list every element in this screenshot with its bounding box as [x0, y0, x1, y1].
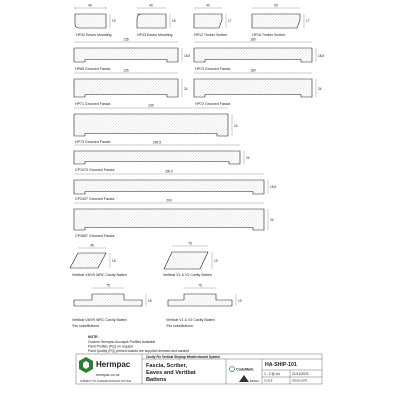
heading-line-2: Eaves and Vertibat [146, 370, 196, 376]
scale-value: 1 : 2 @ A4 [264, 372, 280, 376]
hp72-label: HP72 Grooved Fascia [195, 102, 231, 106]
hp16-height: 17 [306, 19, 310, 23]
drawing-code: HA-SHIP-101 [265, 362, 297, 368]
subject-to-change: SUBJECT TO CHANGE WITHOUT NOTICE [80, 380, 132, 383]
hp33-height: 18 [172, 19, 176, 23]
scale-label: SCALE [264, 379, 273, 383]
hp12-profile [194, 14, 222, 28]
hp71-profile [74, 79, 178, 97]
hp71-height: 24 [184, 87, 188, 91]
batten-3-dim-top: 75 [106, 283, 110, 288]
hp65-width: 135 [123, 37, 129, 42]
batten-4-label: Vertibat V1 & V2 Cavity Batten [166, 318, 215, 322]
batten-4-sub: *No substitutions [166, 324, 193, 328]
hermpac-logo-icon [79, 357, 93, 373]
batten-4-profile [168, 294, 232, 306]
batten-3-dim-side: 18 [148, 299, 152, 303]
hp73a-width: 180 [250, 37, 256, 42]
hp32-label: HP32 Eaves Moulding [76, 33, 112, 37]
batten-2-profile [164, 252, 208, 269]
cp1070-height: 24 [246, 156, 250, 160]
hp32-profile [75, 14, 106, 28]
hp72-width: 180 [250, 68, 256, 73]
heading-line-1: Fascia, Scriber, [146, 363, 188, 369]
batten-2-label: Vertibat V1 & V2 Cavity Batten [163, 273, 212, 277]
codemark-logo-icon [230, 367, 235, 372]
batten-1-dim-top: 45 [90, 243, 94, 248]
notes-line-1: Custom Hermpac Accuspik Profiles Available [88, 340, 156, 344]
batten-3-label: Vertibat V8/V9 WRC Cavity Batten [72, 318, 127, 322]
notes-title: NOTE: [88, 335, 99, 339]
batten-3-profile [74, 294, 142, 306]
brand-name: Hermpac [96, 360, 131, 369]
hp65-profile [74, 48, 178, 62]
hp12-height: 17 [228, 19, 232, 23]
hp72-height: 24 [318, 87, 322, 91]
issue-date-label: ISSUE DATE [292, 379, 308, 383]
hp16-label: HP16 Timber Scriber [252, 33, 286, 37]
hp73a-label: HP73 Grooved Fascia [195, 67, 231, 71]
hp73a-height: 18.5 [318, 54, 325, 58]
hp33-width: 40 [149, 3, 153, 8]
hp12-width: 40 [206, 3, 210, 8]
batten-4-dim-side: 19 [238, 299, 242, 303]
hp16-profile [252, 14, 300, 28]
hp73b-label: HP73 Grooved Fascia [75, 140, 111, 144]
hp33-profile [137, 14, 166, 28]
codemark-text: CodeMark [236, 367, 254, 372]
hp71-width: 135 [123, 68, 129, 73]
cp1070-width: 245.5 [153, 140, 161, 145]
issue-date: 21/11/2021 [292, 372, 309, 376]
hp32-width: 40 [88, 3, 92, 8]
cp3687-profile [74, 209, 264, 230]
hp72-profile [194, 79, 312, 97]
cp1070-profile [74, 151, 240, 164]
batten-1-label: Vertibat V8/V9 WRC Cavity Batten [72, 273, 127, 277]
hp12-label: HP12 Timber Scriber [194, 33, 228, 37]
cp3687-height: 24 [270, 218, 274, 222]
hp73b-height: 24 [234, 124, 238, 128]
heading-line-3: Battens [146, 377, 167, 383]
cp3687-width: 290 [166, 198, 172, 203]
hp65-height: 18.5 [184, 54, 191, 58]
hp71-label: HP71 Grooved Fascia [75, 102, 111, 106]
batten-2-dim-top: 75 [188, 241, 192, 246]
batten-1-dim-side: 18 [112, 259, 116, 263]
cp2407-width: 290.0 [165, 169, 173, 174]
hp73a-profile [194, 48, 312, 62]
cp2407-label: CP2407 Grooved Fascia [75, 197, 115, 201]
cp2407-height: 18.5 [270, 185, 277, 189]
cp3687-label: CP3687 Grooved Fascia [75, 234, 115, 238]
hp73b-profile [74, 114, 228, 136]
batten-4-dim-top: 75 [198, 283, 202, 288]
hp32-height: 19 [112, 19, 116, 23]
hp33-label: HP33 Eaves Moulding [137, 33, 173, 37]
batten-2-dim-side: 19 [214, 259, 218, 263]
hp16-width: 60 [274, 3, 278, 8]
notes-line-3: Paint Quality (PQ) primed boards are supplied dressed and sanded [88, 349, 190, 353]
branz-text: BRANZ [250, 380, 259, 383]
cp2407-profile [74, 180, 264, 194]
notes-line-2: Paint Profiles (PQ) on request [88, 344, 134, 349]
hp65-label: HP65 Grooved Fascia [75, 67, 111, 71]
batten-3-sub: *No substitutions [72, 324, 99, 328]
system-name: Cavity Fix Vertical Shiplap Weatherboard System [146, 354, 221, 359]
website: hermpac.co.nz [96, 373, 120, 377]
cp1070-label: CP1070 Grooved Fascia [75, 168, 115, 172]
branz-logo-icon [239, 375, 249, 382]
batten-1-profile [70, 253, 106, 268]
hp73b-width: 230 [148, 103, 154, 108]
